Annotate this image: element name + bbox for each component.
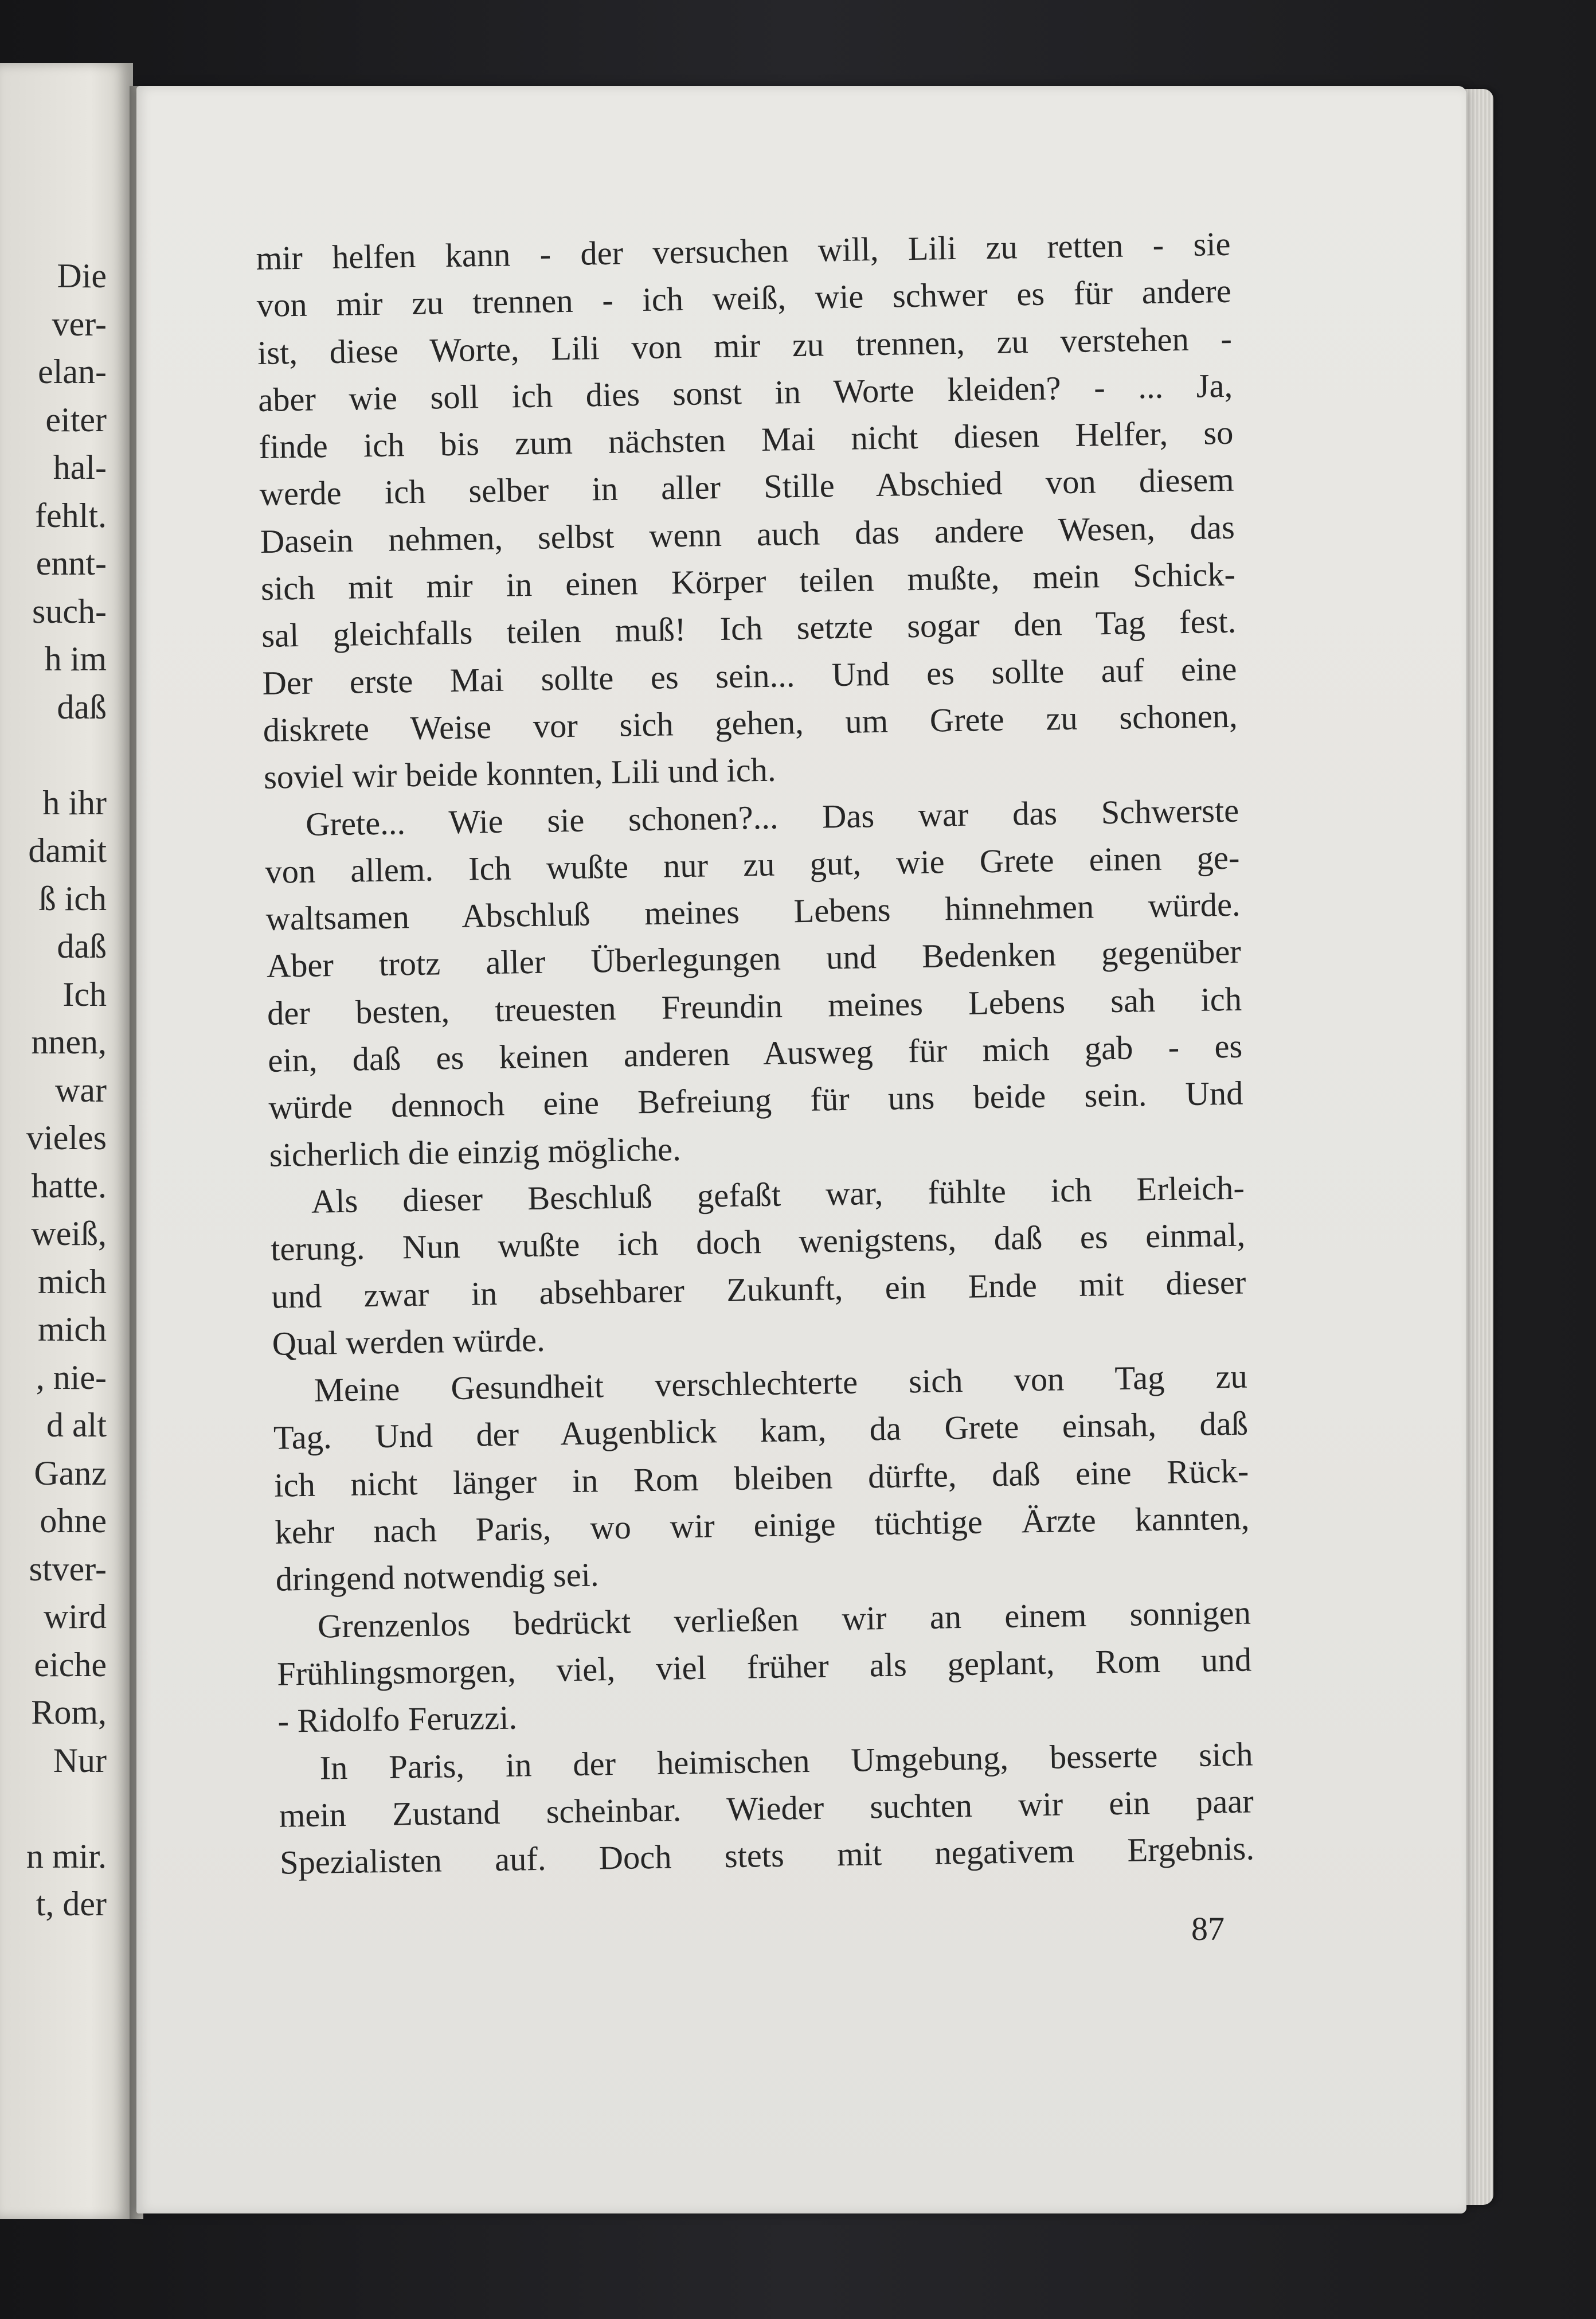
text-line: Frühlingsmorgen, viel, viel früher als geplant, Rom und [276, 1641, 1252, 1693]
page-number: 87 [1191, 1910, 1225, 1947]
left-page-fragment: ohne [40, 1502, 107, 1540]
left-page-fragment: wird [44, 1598, 107, 1635]
left-page-fragment: Ganz [34, 1454, 107, 1492]
left-page-fragment: damit [28, 831, 107, 869]
text-line: mein Zustand scheinbar. Wieder suchten wir ein paar [279, 1782, 1254, 1834]
text-line: diskrete Weise vor sich gehen, um Grete zu schonen, [263, 697, 1238, 749]
left-page-fragment: Ich [62, 975, 107, 1013]
text-line: ein, daß es keinen anderen Ausweg für mich gab - es [267, 1027, 1243, 1079]
left-page-fragment: ennt- [36, 544, 107, 582]
text-line: sich mit mir in einen Körper teilen mußte, mein Schick- [260, 555, 1236, 608]
text-line: der besten, treuesten Freundin meines Lebens sah ich [267, 980, 1242, 1032]
text-line: sal gleichfalls teilen muß! Ich setzte sogar den Tag fest. [261, 603, 1237, 655]
text-line: Qual werden würde. [272, 1321, 546, 1362]
left-page-fragment: daß [57, 927, 107, 965]
text-line: terung. Nun wußte ich doch wenigstens, daß es einmal, [270, 1216, 1246, 1268]
left-page-fragment: such- [32, 592, 107, 630]
text-line: dringend notwendig sei. [275, 1556, 599, 1599]
right-page [136, 86, 1466, 2213]
left-page-fragment: eiche [34, 1645, 107, 1684]
left-page [0, 63, 133, 2219]
text-line: ich nicht länger in Rom bleiben dürfte, daß eine Rück- [273, 1452, 1249, 1504]
text-line: kehr nach Paris, wo wir einige tüchtige Ärzte kannten, [275, 1499, 1250, 1551]
left-page-fragment: mich [38, 1310, 107, 1348]
left-page-fragment: t, der [36, 1885, 107, 1923]
text-line: finde ich bis zum nächsten Mai nicht diesen Helfer, so [259, 413, 1234, 466]
left-page-fragment: d alt [46, 1406, 107, 1444]
text-line: Grete... Wie sie schonen?... Das war das Schwerste [305, 791, 1239, 843]
text-line: mir helfen kann - der versuchen will, Lili zu retten - sie [256, 225, 1231, 277]
left-page-fragment: Rom, [31, 1693, 107, 1731]
left-page-fragment: war [55, 1071, 107, 1109]
text-line: werde ich selber in aller Stille Abschied von diesem [259, 461, 1235, 513]
text-line: und zwar in absehbarer Zukunft, ein Ende mit dieser [271, 1263, 1246, 1315]
left-page-fragment: fehlt. [35, 496, 107, 534]
left-page-fragment: Nur [53, 1741, 107, 1779]
text-line: Aber trotz aller Überlegungen und Bedenken gegenüber [266, 933, 1242, 985]
left-page-text-fragments [26, 252, 107, 1928]
left-page-fragment: h ihr [42, 783, 107, 822]
text-line: waltsamen Abschluß meines Lebens hinnehmen würde. [265, 885, 1241, 938]
left-page-fragment: hatte. [31, 1166, 107, 1205]
text-line: von mir zu trennen - ich weiß, wie schwer es für andere [256, 272, 1232, 325]
left-page-fragment: stver- [29, 1549, 107, 1588]
text-line: soviel wir beide konnten, Lili und ich. [263, 751, 777, 797]
text-line: Meine Gesundheit verschlechterte sich von Tag zu [314, 1357, 1248, 1409]
left-page-fragment: Die [57, 257, 107, 295]
text-line: ist, diese Worte, Lili von mir zu trennen, zu verstehen - [257, 319, 1233, 372]
left-page-fragment: ver- [52, 304, 107, 343]
left-page-fragment: mich [38, 1262, 107, 1301]
text-line: Dasein nehmen, selbst wenn auch das andere Wesen, das [260, 508, 1235, 560]
text-line: Grenzenlos bedrückt verließen wir an einem sonnigen [317, 1594, 1251, 1645]
left-page-fragment: h im [44, 640, 107, 678]
left-page-fragment: hal- [53, 448, 107, 486]
text-line: Der erste Mai sollte es sein... Und es sollte auf eine [262, 650, 1237, 702]
left-page-fragment [26, 1785, 107, 1833]
page-body-text [256, 221, 1255, 1887]
left-page-fragment [26, 731, 107, 779]
text-line: Spezialisten auf. Doch stets mit negativem Ergebnis. [279, 1829, 1255, 1881]
left-page-fragment: , nie- [36, 1358, 107, 1396]
text-line: Als dieser Beschluß gefaßt war, fühlte ich Erleich- [311, 1169, 1245, 1220]
text-line: aber wie soll ich dies sonst in Worte kleiden? - ... Ja, [257, 366, 1233, 419]
left-page-fragment: vieles [26, 1119, 107, 1157]
text-line: In Paris, in der heimischen Umgebung, besserte sich [319, 1735, 1253, 1787]
left-page-fragment: weiß, [31, 1215, 107, 1252]
left-page-fragment: ß ich [38, 879, 107, 918]
left-page-fragment: elan- [38, 353, 107, 391]
text-line: würde dennoch eine Befreiung für uns beide sein. Und [268, 1074, 1243, 1127]
text-line: sicherlich die einzig mögliche. [269, 1130, 682, 1174]
text-line: Tag. Und der Augenblick kam, da Grete einsah, daß [273, 1404, 1249, 1457]
left-page-fragment: n mir. [26, 1837, 107, 1875]
text-line: von allem. Ich wußte nur zu gut, wie Grete einen ge- [264, 838, 1240, 891]
text-line: - Ridolfo Feruzzi. [277, 1699, 518, 1740]
left-page-fragment: daß [57, 688, 107, 726]
left-page-fragment: eiter [45, 400, 107, 439]
left-page-fragment: nnen, [31, 1023, 107, 1061]
